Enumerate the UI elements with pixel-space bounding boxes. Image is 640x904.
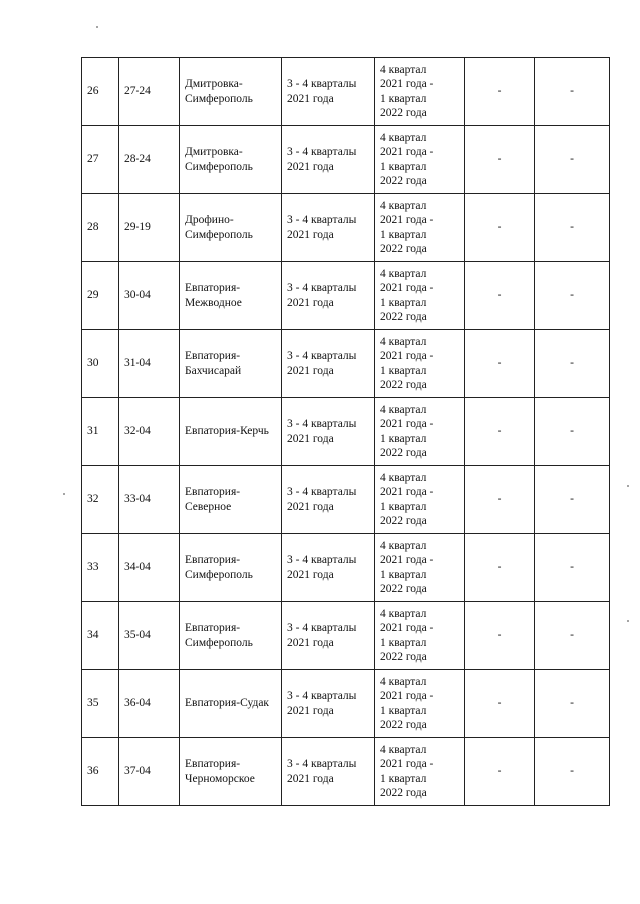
column-b-cell: - bbox=[535, 534, 610, 602]
column-a-cell: - bbox=[465, 330, 535, 398]
period-cell: 3 - 4 кварталы 2021 года bbox=[282, 126, 375, 194]
table-row bbox=[82, 330, 610, 398]
period-cell: 3 - 4 кварталы 2021 года bbox=[282, 262, 375, 330]
column-a-cell: - bbox=[465, 466, 535, 534]
column-a-cell: - bbox=[465, 670, 535, 738]
row-number-cell: 30 bbox=[82, 330, 119, 398]
column-a-cell: - bbox=[465, 58, 535, 126]
route-schedule-table bbox=[81, 57, 610, 806]
term-cell: 4 квартал 2021 года - 1 квартал 2022 года bbox=[375, 58, 465, 126]
column-b-cell: - bbox=[535, 738, 610, 806]
term-cell: 4 квартал 2021 года - 1 квартал 2022 года bbox=[375, 602, 465, 670]
period-cell: 3 - 4 кварталы 2021 года bbox=[282, 602, 375, 670]
route-code-cell: 28-24 bbox=[119, 126, 180, 194]
row-number-cell: 36 bbox=[82, 738, 119, 806]
route-code-cell: 30-04 bbox=[119, 262, 180, 330]
column-a-cell: - bbox=[465, 534, 535, 602]
table-row bbox=[82, 58, 610, 126]
route-name-cell: Евпатория- Бахчисарай bbox=[180, 330, 282, 398]
route-code-cell: 31-04 bbox=[119, 330, 180, 398]
table-row bbox=[82, 398, 610, 466]
period-cell: 3 - 4 кварталы 2021 года bbox=[282, 466, 375, 534]
route-code-cell: 36-04 bbox=[119, 670, 180, 738]
column-b-cell: - bbox=[535, 194, 610, 262]
column-b-cell: - bbox=[535, 58, 610, 126]
term-cell: 4 квартал 2021 года - 1 квартал 2022 года bbox=[375, 126, 465, 194]
column-b-cell: - bbox=[535, 466, 610, 534]
period-cell: 3 - 4 кварталы 2021 года bbox=[282, 398, 375, 466]
table-row bbox=[82, 126, 610, 194]
scan-speck bbox=[627, 485, 629, 487]
period-cell: 3 - 4 кварталы 2021 года bbox=[282, 534, 375, 602]
table-row bbox=[82, 602, 610, 670]
route-code-cell: 32-04 bbox=[119, 398, 180, 466]
row-number-cell: 35 bbox=[82, 670, 119, 738]
row-number-cell: 34 bbox=[82, 602, 119, 670]
table-row bbox=[82, 670, 610, 738]
route-name-cell: Евпатория-Керчь bbox=[180, 398, 282, 466]
term-cell: 4 квартал 2021 года - 1 квартал 2022 года bbox=[375, 534, 465, 602]
scan-speck bbox=[63, 493, 65, 495]
term-cell: 4 квартал 2021 года - 1 квартал 2022 года bbox=[375, 670, 465, 738]
route-name-cell: Евпатория- Межводное bbox=[180, 262, 282, 330]
route-code-cell: 35-04 bbox=[119, 602, 180, 670]
route-name-cell: Дрофино- Симферополь bbox=[180, 194, 282, 262]
row-number-cell: 32 bbox=[82, 466, 119, 534]
column-a-cell: - bbox=[465, 738, 535, 806]
route-name-cell: Евпатория- Симферополь bbox=[180, 534, 282, 602]
route-name-cell: Дмитровка- Симферополь bbox=[180, 58, 282, 126]
column-a-cell: - bbox=[465, 602, 535, 670]
row-number-cell: 26 bbox=[82, 58, 119, 126]
table-row bbox=[82, 534, 610, 602]
column-a-cell: - bbox=[465, 126, 535, 194]
route-code-cell: 29-19 bbox=[119, 194, 180, 262]
period-cell: 3 - 4 кварталы 2021 года bbox=[282, 738, 375, 806]
term-cell: 4 квартал 2021 года - 1 квартал 2022 года bbox=[375, 738, 465, 806]
column-b-cell: - bbox=[535, 670, 610, 738]
route-name-cell: Евпатория- Черноморское bbox=[180, 738, 282, 806]
term-cell: 4 квартал 2021 года - 1 квартал 2022 года bbox=[375, 398, 465, 466]
column-b-cell: - bbox=[535, 262, 610, 330]
row-number-cell: 33 bbox=[82, 534, 119, 602]
column-b-cell: - bbox=[535, 126, 610, 194]
column-b-cell: - bbox=[535, 330, 610, 398]
route-name-cell: Евпатория-Судак bbox=[180, 670, 282, 738]
route-name-cell: Дмитровка- Симферополь bbox=[180, 126, 282, 194]
period-cell: 3 - 4 кварталы 2021 года bbox=[282, 330, 375, 398]
route-name-cell: Евпатория- Симферополь bbox=[180, 602, 282, 670]
table-row bbox=[82, 262, 610, 330]
column-b-cell: - bbox=[535, 398, 610, 466]
row-number-cell: 28 bbox=[82, 194, 119, 262]
term-cell: 4 квартал 2021 года - 1 квартал 2022 года bbox=[375, 262, 465, 330]
column-a-cell: - bbox=[465, 194, 535, 262]
row-number-cell: 27 bbox=[82, 126, 119, 194]
table-row bbox=[82, 738, 610, 806]
route-name-cell: Евпатория- Северное bbox=[180, 466, 282, 534]
scan-speck bbox=[627, 620, 629, 622]
column-a-cell: - bbox=[465, 262, 535, 330]
period-cell: 3 - 4 кварталы 2021 года bbox=[282, 194, 375, 262]
term-cell: 4 квартал 2021 года - 1 квартал 2022 года bbox=[375, 194, 465, 262]
scan-speck bbox=[96, 26, 98, 28]
table-row bbox=[82, 466, 610, 534]
row-number-cell: 31 bbox=[82, 398, 119, 466]
route-code-cell: 37-04 bbox=[119, 738, 180, 806]
row-number-cell: 29 bbox=[82, 262, 119, 330]
term-cell: 4 квартал 2021 года - 1 квартал 2022 года bbox=[375, 330, 465, 398]
route-code-cell: 27-24 bbox=[119, 58, 180, 126]
column-a-cell: - bbox=[465, 398, 535, 466]
column-b-cell: - bbox=[535, 602, 610, 670]
table-body bbox=[82, 58, 610, 806]
period-cell: 3 - 4 кварталы 2021 года bbox=[282, 670, 375, 738]
route-code-cell: 33-04 bbox=[119, 466, 180, 534]
table-row bbox=[82, 194, 610, 262]
term-cell: 4 квартал 2021 года - 1 квартал 2022 года bbox=[375, 466, 465, 534]
period-cell: 3 - 4 кварталы 2021 года bbox=[282, 58, 375, 126]
route-code-cell: 34-04 bbox=[119, 534, 180, 602]
